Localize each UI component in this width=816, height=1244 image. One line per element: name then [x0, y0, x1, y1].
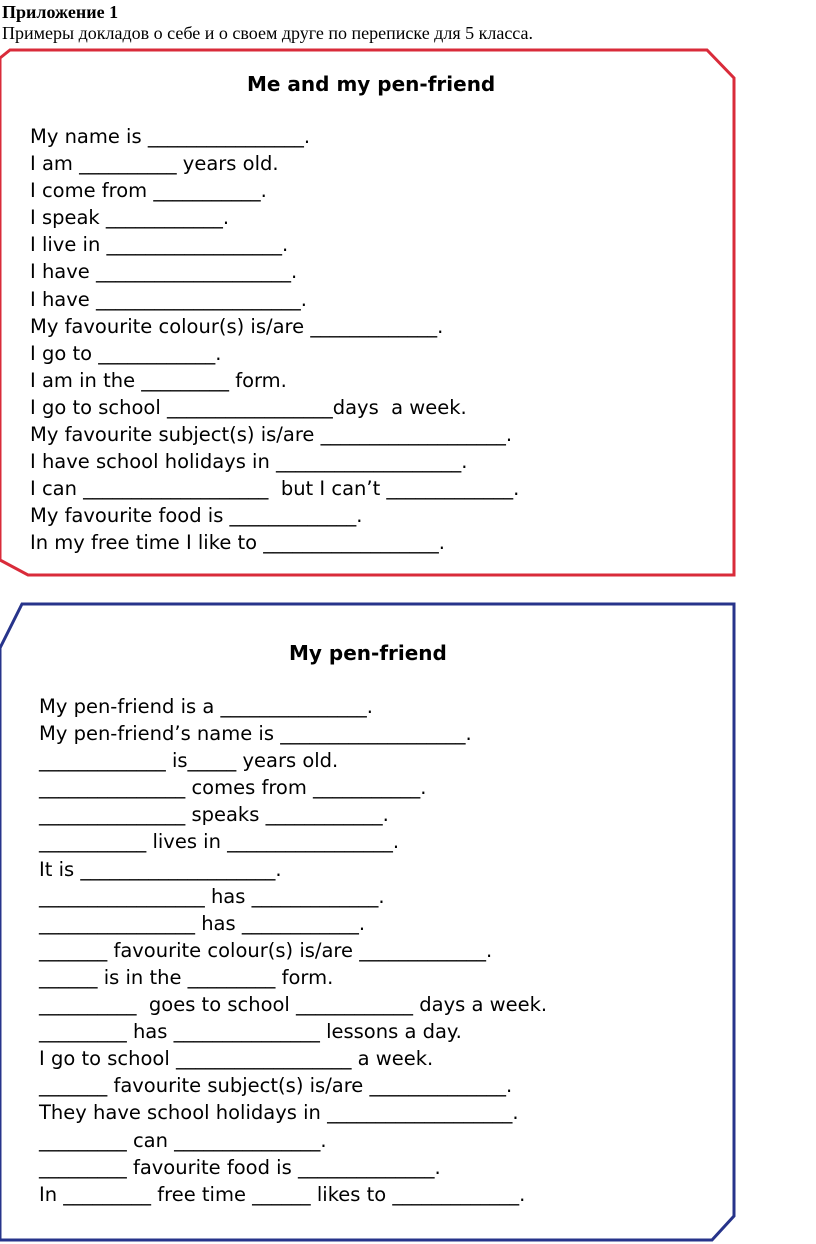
card2-line: They have school holidays in ___________________.	[39, 1101, 519, 1125]
card1-line: In my free time I like to __________________.	[30, 531, 445, 555]
card2-line: _______________ comes from ___________.	[39, 776, 427, 800]
card2-line: _______ favourite subject(s) is/are ______________.	[39, 1074, 513, 1098]
card2-line: _________________ has _____________.	[39, 884, 385, 908]
card1-line: My favourite subject(s) is/are ___________________.	[30, 423, 513, 447]
card1-line: I have _____________________.	[30, 287, 307, 311]
card2-line: _______ favourite colour(s) is/are _____________.	[39, 938, 493, 962]
card1-line: I have ____________________.	[30, 260, 298, 284]
card2-line: ___________ lives in _________________.	[39, 830, 400, 854]
card1-line: I am __________ years old.	[30, 152, 279, 176]
appendix-subtitle: Примеры докладов о себе и о своем друге по переписке для 5 класса.	[2, 23, 534, 43]
card1-title: Me and my pen-friend	[247, 72, 496, 96]
card1-line: I have school holidays in ___________________.	[30, 450, 468, 474]
card1-line: I come from ___________.	[30, 179, 267, 203]
card2-line: In _________ free time ______ likes to _____________.	[39, 1182, 526, 1206]
card1-line: I can ___________________ but I can’t _____________.	[30, 477, 520, 501]
card2-line: ______ is in the _________ form.	[39, 965, 334, 989]
appendix-title: Приложение 1	[2, 2, 119, 22]
card2-line: My pen-friend’s name is ___________________.	[39, 722, 472, 746]
card2-title: My pen-friend	[289, 641, 447, 665]
card2-line: __________ goes to school ____________ days a week.	[39, 993, 548, 1017]
card2-line: ________________ has ____________.	[39, 911, 366, 935]
card2-lines	[39, 693, 547, 1208]
card2-line: My pen-friend is a _______________.	[39, 695, 373, 718]
card1-line: I go to school _________________days a week.	[30, 395, 467, 419]
card2-line: _________ can _______________.	[39, 1128, 327, 1152]
card1-line: I am in the _________ form.	[30, 368, 287, 392]
card1-line: My favourite food is _____________.	[30, 504, 363, 528]
card2-line: _______________ speaks ____________.	[39, 803, 389, 827]
card1-lines	[30, 123, 519, 557]
card2-line: _________ favourite food is ______________.	[39, 1155, 441, 1179]
card1-line: I live in __________________.	[30, 233, 289, 257]
card1-line: My name is ________________.	[30, 125, 311, 148]
card2-line: _____________ is_____ years old.	[39, 749, 339, 773]
card2-line: I go to school __________________ a week.	[39, 1047, 434, 1071]
card1-line: I go to ____________.	[30, 341, 222, 365]
card2-line: _________ has _______________ lessons a day.	[39, 1020, 462, 1044]
card2-line: It is ____________________.	[39, 857, 282, 881]
card1-line: My favourite colour(s) is/are _____________.	[30, 314, 444, 338]
card1-line: I speak ____________.	[30, 206, 230, 230]
